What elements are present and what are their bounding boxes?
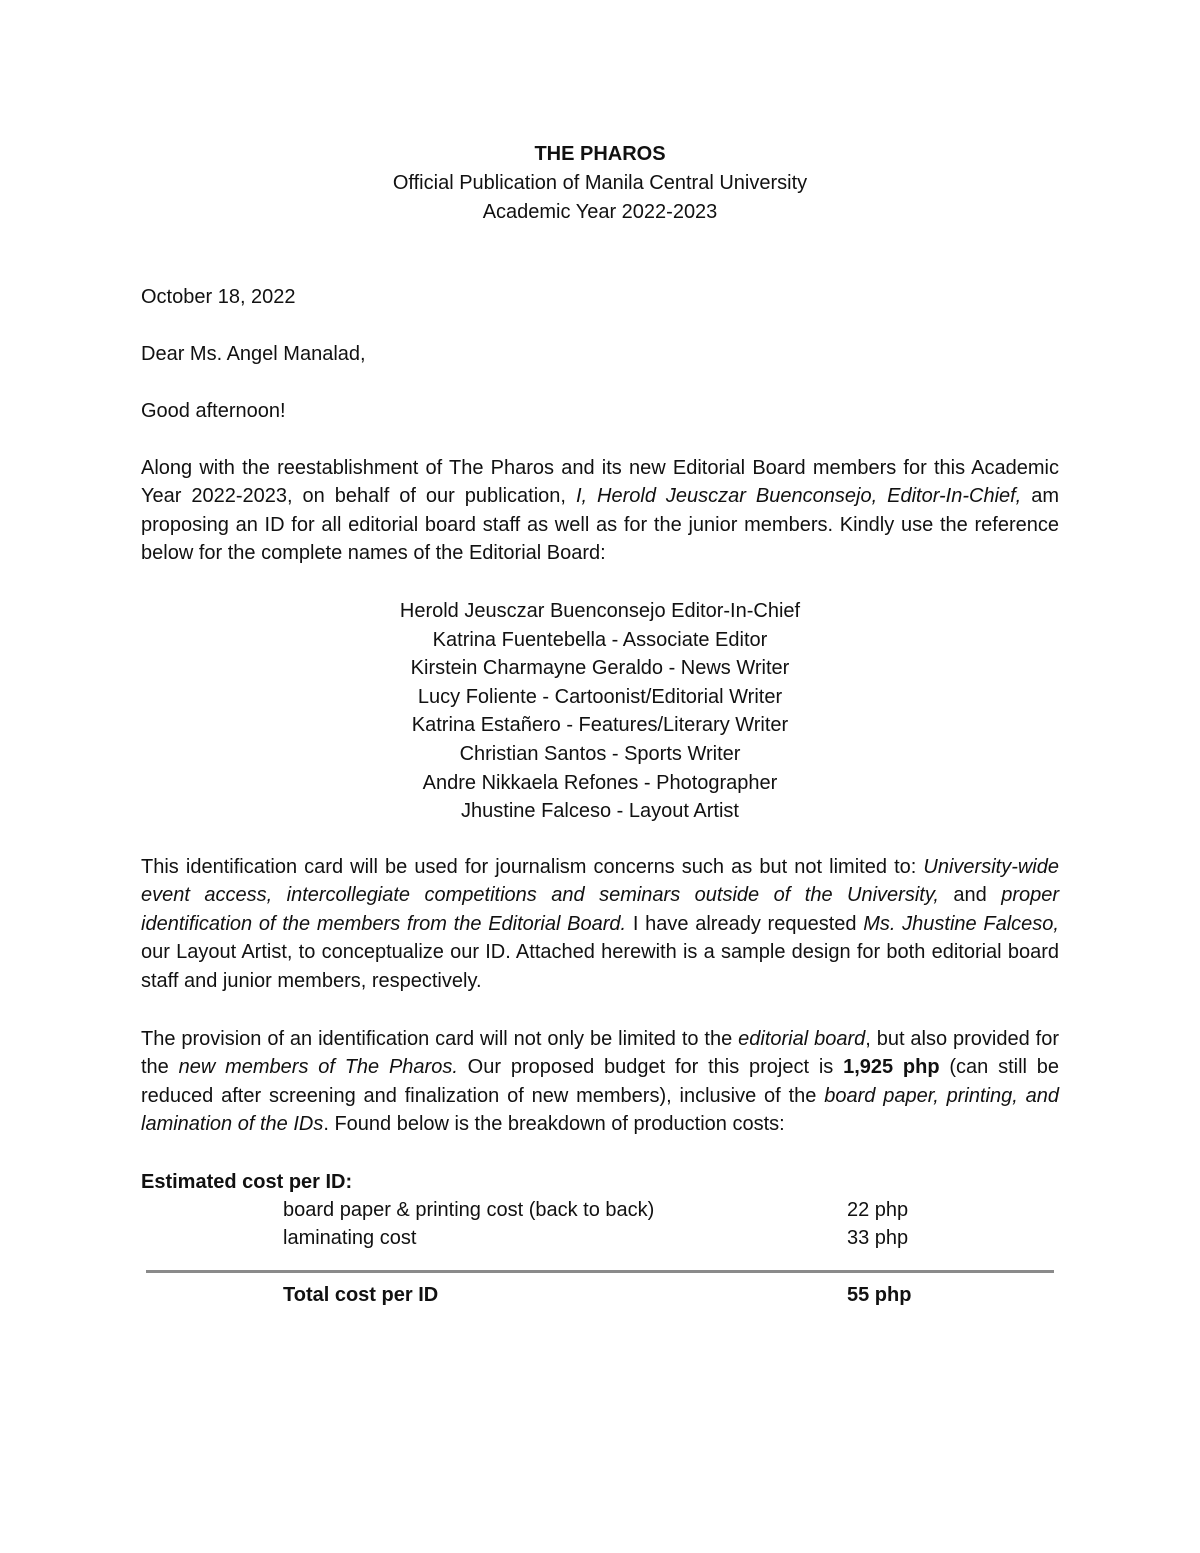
cost-label: board paper & printing cost (back to back) [283, 1199, 655, 1221]
italic-run: Ms. Jhustine Falceso, [863, 912, 1059, 935]
text-run: This identification card will be used for journalism concerns such as but not limited to: [141, 856, 924, 878]
text-run: and [938, 884, 1002, 907]
salutation: Dear Ms. Angel Manalad, [141, 343, 366, 365]
letter-date: October 18, 2022 [141, 286, 296, 308]
text-run: our Layout Artist, to conceptualize our ID. Attached herewith is a sample design for both editorial board staff and junior members, respectively. [141, 941, 1059, 992]
cost-amount: 22 php [847, 1199, 909, 1221]
letterhead [0, 140, 1200, 227]
text-run: am proposing an ID for all editorial board staff as well as for the junior members. Kindly use the reference below for the complete names of the Editorial Board: [141, 485, 1060, 565]
paragraph-purpose [141, 853, 1059, 995]
italic-run: I, Herold Jeusczar Buenconsejo, Editor-In-Chief, [575, 485, 1022, 508]
board-member: Lucy Foliente - Cartoonist/Editorial Writer [417, 685, 783, 708]
cost-label: laminating cost [283, 1227, 417, 1249]
divider [146, 1270, 1054, 1273]
text-run: Along with the reestablishment of The Pharos and its new Editorial Board members for this Academic Year 2022-2023, on behalf of our publication, [141, 457, 1059, 508]
total-amount: 55 php [847, 1284, 912, 1306]
board-member: Herold Jeusczar Buenconsejo Editor-In-Chief [399, 600, 801, 622]
academic-year: Academic Year 2022-2023 [482, 201, 718, 223]
text-run: (can still be reduced after screening and finalization of new members), inclusive of the [141, 1056, 1059, 1107]
publication-subtitle: Official Publication of Manila Central University [392, 172, 808, 194]
publication-title: THE PHAROS [534, 143, 666, 165]
italic-run: board paper, printing, and lamination of the IDs [141, 1084, 1060, 1136]
board-member: Christian Santos - Sports Writer [459, 742, 741, 765]
text-run: I have already requested [626, 912, 864, 935]
total-label: Total cost per ID [283, 1284, 439, 1306]
editorial-board-list [0, 597, 1200, 826]
italic-run: University-wide event access, intercollegiate competitions and seminars outside of the University, [141, 856, 1059, 907]
italic-run: proper identification of the members from the Editorial Board. [141, 884, 1060, 935]
text-run: Our proposed budget for this project is [457, 1056, 844, 1079]
board-member: Katrina Estañero - Features/Literary Writer [411, 714, 789, 737]
text-run: The provision of an identification card will not only be limited to the [141, 1028, 739, 1050]
italic-run: editorial board [738, 1028, 866, 1050]
budget-amount: 1,925 php [843, 1056, 940, 1079]
text-run: . Found below is the breakdown of production costs: [323, 1113, 785, 1136]
board-member: Jhustine Falceso - Layout Artist [461, 800, 739, 823]
board-member: Katrina Fuentebella - Associate Editor [432, 628, 768, 651]
cost-amount: 33 php [847, 1227, 909, 1249]
board-member: Kirstein Charmayne Geraldo - News Writer [410, 657, 790, 680]
cost-heading: Estimated cost per ID: [141, 1171, 353, 1193]
paragraph-intro [141, 454, 1059, 568]
board-member: Andre Nikkaela Refones - Photographer [422, 771, 778, 794]
text-run: , but also provided for the [141, 1028, 1059, 1079]
greeting: Good afternoon! [141, 400, 286, 422]
italic-run: new members of The Pharos. [178, 1056, 458, 1079]
paragraph-budget [141, 1025, 1059, 1139]
